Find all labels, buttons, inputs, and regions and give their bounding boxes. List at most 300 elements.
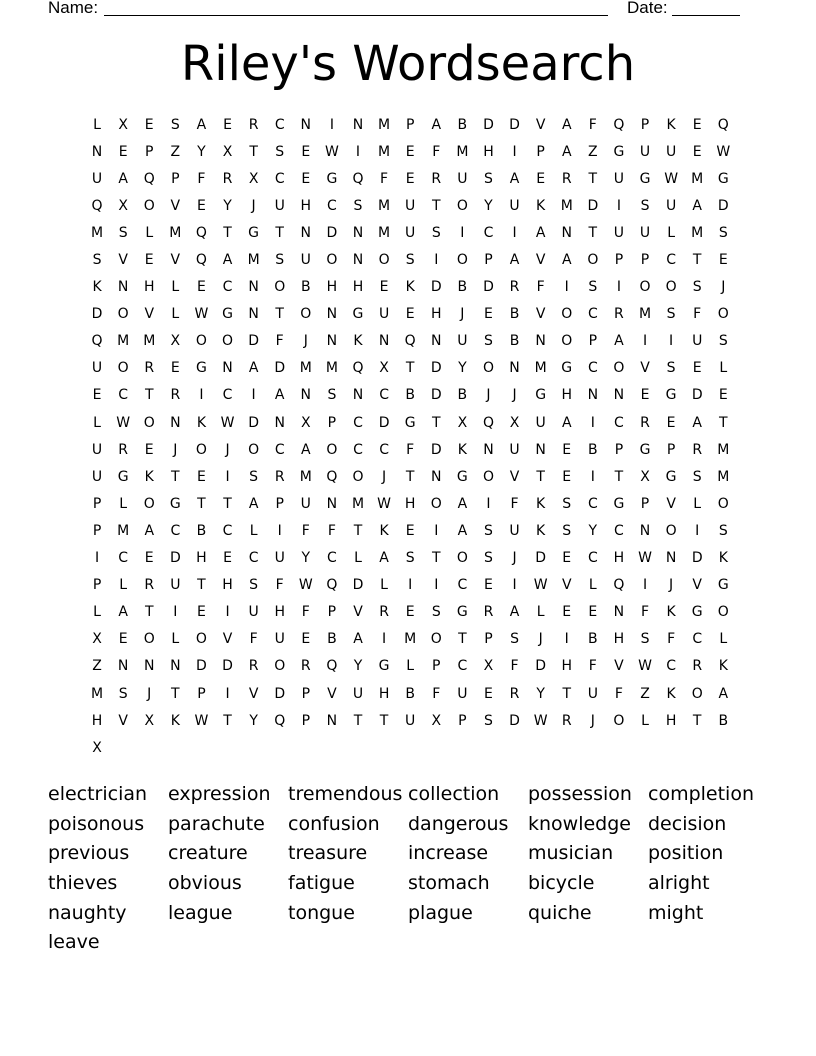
grid-letter[interactable]: O (274, 658, 286, 675)
grid-letter[interactable]: V (248, 685, 259, 702)
grid-letter[interactable]: K (536, 495, 546, 512)
grid-letter[interactable]: A (509, 170, 520, 187)
grid-letter[interactable]: I (486, 495, 491, 512)
grid-letter[interactable]: E (536, 170, 546, 187)
grid-letter[interactable]: D (196, 658, 207, 675)
grid-letter[interactable]: E (405, 604, 415, 621)
grid-letter[interactable]: A (614, 333, 624, 350)
grid-letter[interactable]: Y (484, 197, 493, 214)
grid-letter[interactable]: E (692, 143, 702, 160)
grid-letter[interactable]: U (509, 441, 520, 458)
grid-letter[interactable]: J (460, 306, 465, 323)
grid-letter[interactable]: K (666, 685, 676, 702)
grid-letter[interactable]: H (222, 577, 233, 594)
grid-letter[interactable]: X (222, 143, 233, 160)
grid-letter[interactable]: D (352, 577, 364, 594)
grid-letter[interactable]: C (274, 441, 285, 458)
grid-letter[interactable]: C (274, 170, 285, 187)
grid-letter[interactable]: O (326, 441, 338, 458)
grid-letter[interactable]: P (666, 441, 676, 458)
grid-letter[interactable]: D (430, 441, 442, 458)
grid-letter[interactable]: C (457, 577, 468, 594)
grid-letter[interactable]: E (196, 468, 206, 485)
grid-letter[interactable]: E (144, 116, 154, 133)
grid-letter[interactable]: Q (326, 577, 338, 594)
grid-letter[interactable]: E (301, 170, 311, 187)
grid-letter[interactable]: Y (301, 550, 311, 567)
grid-letter[interactable]: R (692, 658, 703, 675)
grid-letter[interactable]: I (225, 604, 230, 621)
grid-letter[interactable]: C (327, 197, 337, 214)
grid-letter[interactable]: L (588, 577, 597, 594)
grid-letter[interactable]: S (431, 224, 441, 241)
grid-letter[interactable]: F (510, 658, 519, 675)
grid-letter[interactable]: T (249, 143, 258, 160)
grid-letter[interactable]: N (352, 224, 364, 241)
grid-letter[interactable]: O (222, 333, 234, 350)
grid-letter[interactable]: E (692, 360, 702, 377)
grid-letter[interactable]: V (666, 495, 676, 512)
grid-letter[interactable]: J (382, 468, 387, 485)
grid-letter[interactable]: T (197, 495, 206, 512)
grid-letter[interactable]: J (512, 550, 517, 567)
grid-letter[interactable]: E (588, 604, 598, 621)
grid-letter[interactable]: F (667, 631, 676, 648)
grid-letter[interactable]: S (562, 522, 572, 539)
grid-letter[interactable]: J (721, 279, 726, 296)
grid-letter[interactable]: G (456, 468, 468, 485)
grid-letter[interactable]: F (536, 279, 545, 296)
grid-letter[interactable]: O (352, 468, 364, 485)
grid-letter[interactable]: U (91, 170, 103, 187)
grid-letter[interactable]: J (303, 333, 308, 350)
grid-letter[interactable]: W (298, 577, 313, 594)
grid-letter[interactable]: R (144, 577, 155, 594)
grid-letter[interactable]: S (484, 170, 493, 187)
name-field-line[interactable] (104, 15, 608, 16)
grid-letter[interactable]: X (144, 712, 155, 729)
grid-letter[interactable]: N (431, 333, 442, 350)
grid-letter[interactable]: M (691, 170, 704, 187)
grid-letter[interactable]: O (691, 685, 703, 702)
grid-letter[interactable]: G (613, 143, 625, 160)
grid-letter[interactable]: J (147, 685, 152, 702)
grid-letter[interactable]: P (92, 495, 102, 512)
grid-letter[interactable]: G (195, 360, 207, 377)
grid-letter[interactable]: I (225, 468, 230, 485)
grid-letter[interactable]: P (92, 577, 102, 594)
grid-letter[interactable]: H (613, 631, 625, 648)
grid-letter[interactable]: G (665, 387, 677, 404)
grid-letter[interactable]: K (536, 522, 546, 539)
grid-letter[interactable]: A (431, 116, 442, 133)
grid-letter[interactable]: O (456, 197, 468, 214)
grid-letter[interactable]: A (248, 360, 259, 377)
grid-letter[interactable]: P (197, 685, 206, 702)
grid-letter[interactable]: T (223, 495, 232, 512)
grid-letter[interactable]: P (432, 658, 441, 675)
grid-letter[interactable]: S (484, 550, 493, 567)
grid-letter[interactable]: L (719, 631, 728, 648)
grid-letter[interactable]: F (380, 170, 389, 187)
grid-letter[interactable]: L (536, 604, 545, 621)
grid-letter[interactable]: A (457, 522, 468, 539)
grid-letter[interactable]: S (275, 143, 285, 160)
grid-letter[interactable]: B (588, 441, 598, 458)
grid-letter[interactable]: H (143, 279, 155, 296)
grid-letter[interactable]: A (222, 252, 233, 269)
grid-letter[interactable]: J (669, 577, 674, 594)
grid-letter[interactable]: O (274, 279, 286, 296)
grid-letter[interactable]: K (666, 604, 676, 621)
grid-letter[interactable]: E (223, 116, 232, 133)
grid-letter[interactable]: O (248, 441, 260, 458)
grid-letter[interactable]: T (223, 224, 232, 241)
grid-letter[interactable]: Q (717, 116, 729, 133)
grid-letter[interactable]: K (379, 522, 389, 539)
grid-letter[interactable]: I (512, 224, 517, 241)
grid-letter[interactable]: C (222, 279, 233, 296)
grid-letter[interactable]: K (666, 116, 676, 133)
grid-letter[interactable]: Q (91, 197, 103, 214)
grid-letter[interactable]: Q (352, 360, 364, 377)
grid-letter[interactable]: V (170, 252, 181, 269)
grid-letter[interactable]: K (196, 414, 207, 431)
grid-letter[interactable]: X (379, 360, 389, 377)
grid-letter[interactable]: F (432, 143, 441, 160)
grid-letter[interactable]: C (274, 116, 285, 133)
grid-letter[interactable]: U (405, 224, 416, 241)
grid-letter[interactable]: P (484, 631, 493, 648)
grid-letter[interactable]: T (405, 360, 415, 377)
grid-letter[interactable]: X (170, 333, 181, 350)
grid-letter[interactable]: G (613, 495, 625, 512)
grid-letter[interactable]: V (118, 712, 128, 729)
grid-letter[interactable]: D (430, 360, 442, 377)
grid-letter[interactable]: K (92, 279, 102, 296)
grid-letter[interactable]: F (614, 685, 623, 702)
grid-letter[interactable]: L (93, 604, 101, 621)
grid-letter[interactable]: I (382, 631, 387, 648)
grid-letter[interactable]: R (561, 712, 572, 729)
grid-letter[interactable]: L (93, 414, 101, 431)
grid-letter[interactable]: E (379, 279, 389, 296)
grid-letter[interactable]: U (613, 170, 625, 187)
grid-letter[interactable]: M (691, 224, 704, 241)
grid-letter[interactable]: N (300, 116, 312, 133)
grid-letter[interactable]: H (561, 387, 572, 404)
grid-letter[interactable]: T (536, 468, 545, 485)
grid-letter[interactable]: V (327, 685, 337, 702)
grid-letter[interactable]: G (665, 468, 677, 485)
grid-letter[interactable]: B (588, 631, 598, 648)
grid-letter[interactable]: A (561, 116, 572, 133)
grid-letter[interactable]: N (170, 414, 181, 431)
grid-letter[interactable]: B (509, 306, 520, 323)
grid-letter[interactable]: U (248, 604, 259, 621)
grid-letter[interactable]: O (561, 306, 573, 323)
grid-letter[interactable]: E (170, 360, 180, 377)
grid-letter[interactable]: I (616, 279, 621, 296)
grid-letter[interactable]: M (638, 306, 652, 323)
grid-letter[interactable]: I (277, 522, 282, 539)
grid-letter[interactable]: B (196, 522, 207, 539)
grid-letter[interactable]: N (352, 116, 364, 133)
grid-letter[interactable]: S (718, 224, 728, 241)
grid-letter[interactable]: Q (91, 333, 103, 350)
grid-letter[interactable]: D (169, 550, 181, 567)
grid-letter[interactable]: F (249, 631, 258, 648)
grid-letter[interactable]: D (509, 712, 520, 729)
grid-letter[interactable]: U (457, 170, 468, 187)
grid-letter[interactable]: A (561, 252, 572, 269)
grid-letter[interactable]: Z (588, 143, 598, 160)
grid-letter[interactable]: S (718, 522, 728, 539)
grid-letter[interactable]: M (299, 360, 312, 377)
grid-letter[interactable]: S (249, 577, 259, 594)
grid-letter[interactable]: T (353, 712, 363, 729)
grid-letter[interactable]: U (665, 197, 677, 214)
grid-letter[interactable]: X (431, 712, 442, 729)
grid-letter[interactable]: I (564, 631, 569, 648)
grid-letter[interactable]: X (509, 414, 520, 431)
grid-letter[interactable]: W (194, 712, 209, 729)
grid-letter[interactable]: V (144, 306, 155, 323)
grid-letter[interactable]: E (92, 387, 102, 404)
grid-letter[interactable]: B (405, 387, 415, 404)
grid-letter[interactable]: C (118, 550, 129, 567)
grid-letter[interactable]: U (509, 197, 520, 214)
grid-letter[interactable]: G (378, 658, 390, 675)
grid-letter[interactable]: I (642, 333, 648, 350)
grid-letter[interactable]: Q (613, 116, 625, 133)
grid-letter[interactable]: Q (352, 170, 364, 187)
grid-letter[interactable]: S (405, 252, 415, 269)
grid-letter[interactable]: C (118, 387, 129, 404)
grid-letter[interactable]: Q (326, 468, 338, 485)
grid-letter[interactable]: O (482, 468, 494, 485)
grid-letter[interactable]: X (301, 414, 311, 431)
grid-letter[interactable]: K (405, 279, 415, 296)
grid-letter[interactable]: J (251, 197, 256, 214)
grid-letter[interactable]: S (640, 197, 650, 214)
grid-letter[interactable]: N (665, 550, 677, 567)
grid-letter[interactable]: R (222, 170, 233, 187)
grid-letter[interactable]: D (535, 658, 547, 675)
grid-letter[interactable]: H (300, 197, 312, 214)
grid-letter[interactable]: S (92, 252, 102, 269)
grid-letter[interactable]: S (562, 495, 572, 512)
grid-letter[interactable]: K (170, 712, 180, 729)
grid-letter[interactable]: U (274, 197, 285, 214)
grid-letter[interactable]: M (351, 495, 365, 512)
grid-letter[interactable]: N (91, 143, 103, 160)
grid-letter[interactable]: F (301, 604, 310, 621)
grid-letter[interactable]: D (509, 116, 520, 133)
grid-letter[interactable]: V (222, 631, 233, 648)
grid-letter[interactable]: O (456, 550, 468, 567)
grid-letter[interactable]: D (248, 333, 259, 350)
grid-letter[interactable]: D (248, 414, 259, 431)
grid-letter[interactable]: E (405, 306, 415, 323)
grid-letter[interactable]: R (509, 685, 520, 702)
grid-letter[interactable]: H (196, 550, 207, 567)
grid-letter[interactable]: D (91, 306, 103, 323)
grid-letter[interactable]: T (171, 685, 180, 702)
grid-letter[interactable]: V (640, 360, 650, 377)
grid-letter[interactable]: H (404, 495, 416, 512)
grid-letter[interactable]: T (171, 468, 180, 485)
grid-letter[interactable]: T (223, 712, 232, 729)
grid-letter[interactable]: Q (404, 333, 416, 350)
grid-letter[interactable]: N (639, 522, 651, 539)
grid-letter[interactable]: N (248, 279, 259, 296)
grid-letter[interactable]: B (327, 631, 337, 648)
grid-letter[interactable]: E (484, 577, 493, 594)
grid-letter[interactable]: I (355, 143, 361, 160)
grid-letter[interactable]: O (117, 360, 129, 377)
grid-letter[interactable]: D (691, 550, 703, 567)
grid-letter[interactable]: I (434, 577, 439, 594)
grid-letter[interactable]: U (639, 224, 651, 241)
grid-letter[interactable]: F (640, 604, 650, 621)
grid-letter[interactable]: P (588, 333, 598, 350)
grid-letter[interactable]: S (484, 712, 493, 729)
grid-letter[interactable]: Z (640, 685, 650, 702)
grid-letter[interactable]: I (642, 577, 648, 594)
grid-letter[interactable]: A (561, 414, 572, 431)
grid-letter[interactable]: W (638, 658, 652, 675)
grid-letter[interactable]: P (92, 522, 102, 539)
grid-letter[interactable]: G (535, 387, 547, 404)
grid-letter[interactable]: J (225, 441, 230, 458)
grid-letter[interactable]: P (614, 441, 624, 458)
grid-letter[interactable]: I (616, 197, 621, 214)
grid-letter[interactable]: I (329, 116, 334, 133)
grid-letter[interactable]: E (301, 143, 311, 160)
grid-letter[interactable]: P (640, 116, 650, 133)
grid-letter[interactable]: C (692, 631, 703, 648)
grid-letter[interactable]: X (118, 116, 128, 133)
grid-letter[interactable]: N (352, 252, 364, 269)
grid-letter[interactable]: N (222, 360, 233, 377)
grid-letter[interactable]: C (379, 387, 389, 404)
grid-letter[interactable]: N (326, 712, 338, 729)
grid-letter[interactable]: F (588, 658, 597, 675)
grid-letter[interactable]: U (352, 685, 364, 702)
grid-letter[interactable]: N (613, 387, 625, 404)
grid-letter[interactable]: N (326, 333, 338, 350)
grid-letter[interactable]: U (457, 333, 468, 350)
grid-letter[interactable]: E (718, 387, 728, 404)
grid-letter[interactable]: E (196, 604, 206, 621)
grid-letter[interactable]: O (143, 197, 155, 214)
grid-letter[interactable]: I (512, 577, 517, 594)
grid-letter[interactable]: B (300, 279, 311, 296)
grid-letter[interactable]: E (562, 550, 572, 567)
grid-letter[interactable]: O (717, 495, 729, 512)
grid-letter[interactable]: Y (223, 197, 232, 214)
grid-letter[interactable]: M (247, 252, 260, 269)
grid-letter[interactable]: U (300, 252, 311, 269)
grid-letter[interactable]: A (561, 143, 572, 160)
grid-letter[interactable]: L (171, 306, 180, 323)
grid-letter[interactable]: N (300, 224, 312, 241)
grid-letter[interactable]: P (301, 712, 311, 729)
grid-letter[interactable]: I (590, 468, 595, 485)
grid-letter[interactable]: I (434, 522, 439, 539)
grid-letter[interactable]: T (275, 306, 284, 323)
grid-letter[interactable]: U (613, 224, 625, 241)
grid-letter[interactable]: U (91, 360, 103, 377)
grid-letter[interactable]: H (561, 658, 572, 675)
grid-letter[interactable]: L (354, 550, 362, 567)
grid-letter[interactable]: R (274, 468, 285, 485)
grid-letter[interactable]: T (379, 712, 389, 729)
grid-letter[interactable]: Q (274, 712, 286, 729)
grid-letter[interactable]: B (457, 279, 468, 296)
grid-letter[interactable]: R (300, 658, 311, 675)
grid-letter[interactable]: C (248, 550, 259, 567)
grid-letter[interactable]: W (533, 577, 548, 594)
grid-letter[interactable]: V (535, 252, 546, 269)
grid-letter[interactable]: D (430, 279, 442, 296)
grid-letter[interactable]: E (405, 522, 415, 539)
grid-letter[interactable]: P (405, 116, 415, 133)
grid-letter[interactable]: U (274, 550, 285, 567)
grid-letter[interactable]: D (222, 658, 233, 675)
grid-letter[interactable]: I (590, 414, 595, 431)
grid-letter[interactable]: P (275, 495, 284, 512)
grid-letter[interactable]: N (274, 414, 285, 431)
grid-letter[interactable]: C (483, 224, 494, 241)
grid-letter[interactable]: L (719, 360, 728, 377)
grid-letter[interactable]: M (404, 631, 417, 648)
grid-letter[interactable]: L (93, 116, 101, 133)
grid-letter[interactable]: B (405, 685, 415, 702)
grid-letter[interactable]: M (378, 143, 391, 160)
grid-letter[interactable]: R (170, 387, 181, 404)
grid-letter[interactable]: M (378, 224, 391, 241)
grid-letter[interactable]: O (639, 279, 651, 296)
date-field-line[interactable] (672, 15, 740, 16)
grid-letter[interactable]: E (118, 143, 128, 160)
grid-letter[interactable]: A (301, 441, 311, 458)
grid-letter[interactable]: L (145, 224, 154, 241)
grid-letter[interactable]: M (117, 333, 130, 350)
grid-letter[interactable]: Z (170, 143, 181, 160)
grid-letter[interactable]: C (587, 360, 598, 377)
grid-letter[interactable]: I (512, 143, 517, 160)
grid-letter[interactable]: G (691, 604, 703, 621)
grid-letter[interactable]: U (300, 495, 311, 512)
grid-letter[interactable]: J (538, 631, 543, 648)
grid-letter[interactable]: C (353, 414, 363, 431)
grid-letter[interactable]: R (118, 441, 128, 458)
grid-letter[interactable]: Y (588, 522, 598, 539)
grid-letter[interactable]: L (667, 224, 676, 241)
grid-letter[interactable]: N (431, 468, 442, 485)
grid-letter[interactable]: M (378, 116, 391, 133)
grid-letter[interactable]: M (117, 522, 130, 539)
grid-letter[interactable]: O (561, 333, 573, 350)
grid-letter[interactable]: A (718, 685, 729, 702)
grid-letter[interactable]: T (431, 197, 441, 214)
grid-letter[interactable]: F (275, 577, 284, 594)
grid-letter[interactable]: O (665, 522, 677, 539)
grid-letter[interactable]: R (692, 441, 703, 458)
grid-letter[interactable]: U (665, 143, 677, 160)
